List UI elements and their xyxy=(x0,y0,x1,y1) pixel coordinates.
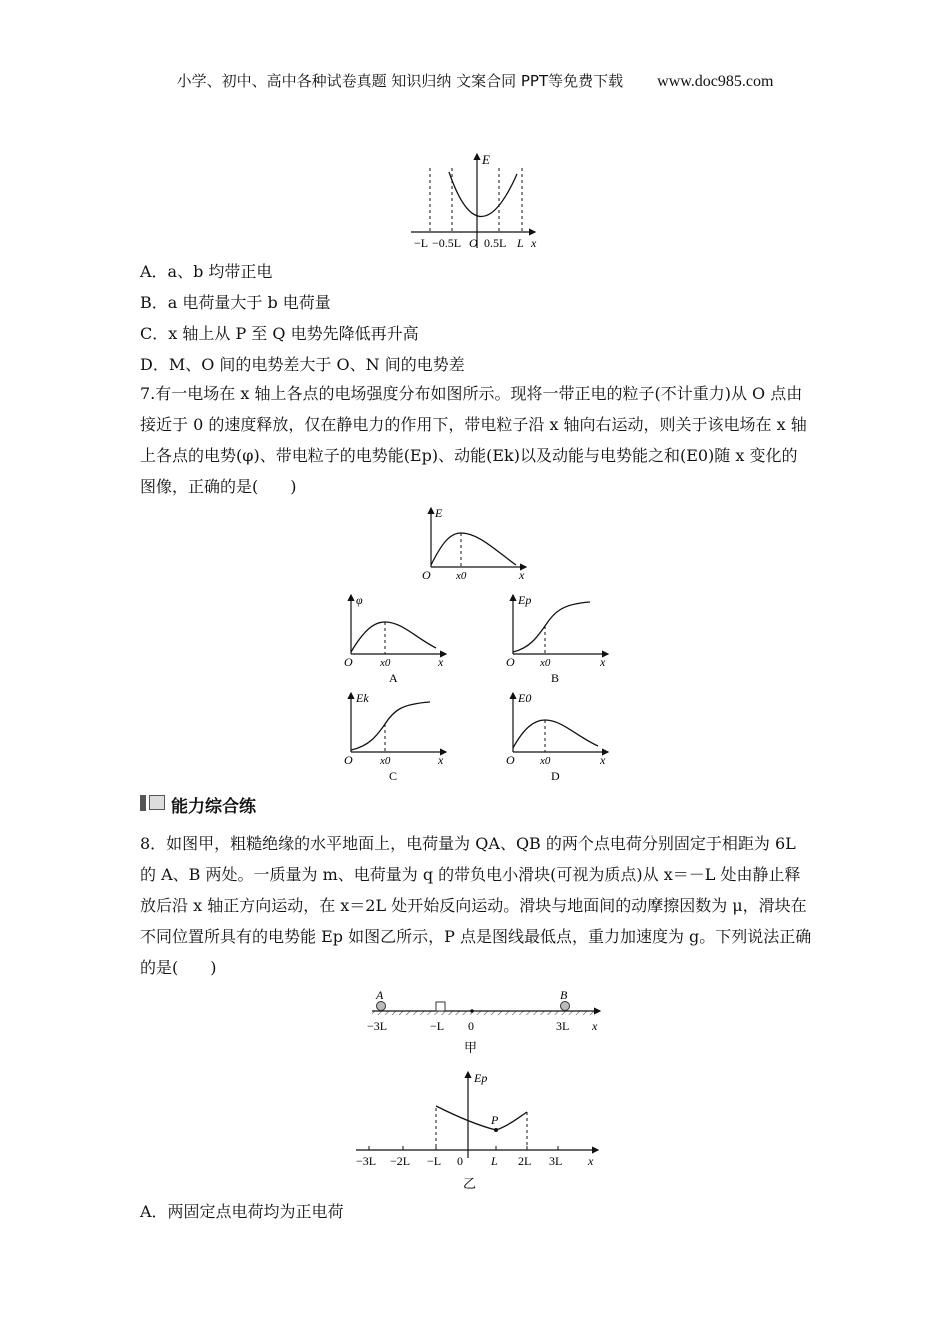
jia-tick-0: 0 xyxy=(468,1019,474,1033)
q7-a-y-label: φ xyxy=(356,593,363,607)
yi-tick-2l: 2L xyxy=(518,1154,532,1168)
q7-graph-b xyxy=(504,592,612,686)
q7-b-caption: B xyxy=(551,671,560,685)
q7-main-x0: x0 xyxy=(456,570,467,582)
yi-tick-l: L xyxy=(491,1154,498,1168)
axis-label-x: x xyxy=(531,236,537,250)
yi-tick-3l: 3L xyxy=(549,1154,563,1168)
q6-option-a: A．a、b 均带正电 xyxy=(140,262,273,281)
section-bar xyxy=(140,795,146,811)
q7-c-caption: C xyxy=(389,769,398,783)
figure-e-field-curve xyxy=(405,148,545,256)
q7-main-y-label: E xyxy=(435,506,443,520)
q7-graph-main xyxy=(420,505,532,585)
q7-graph-a xyxy=(342,592,450,686)
q7-b-x: x xyxy=(600,655,606,669)
q7-a-x: x xyxy=(438,655,444,669)
charge-b-label: B xyxy=(560,990,568,1002)
yi-tick-neg-l: −L xyxy=(427,1154,442,1168)
q7-c-x0: x0 xyxy=(380,755,391,767)
header-url[interactable]: www.doc985.com xyxy=(657,73,774,90)
yi-axis-x: x xyxy=(588,1154,594,1168)
yi-axis-y: Ep xyxy=(474,1071,488,1085)
yi-tick-neg-3l: −3L xyxy=(356,1154,377,1168)
yi-caption: 乙 xyxy=(463,1176,477,1191)
tick-l: L xyxy=(517,236,524,250)
q8-question: 8．如图甲，粗糙绝缘的水平地面上，电荷量为 QA、QB 的两个点电荷分别固定于相距为 6L 的 A、B 两处。一质量为 m、电荷量为 q 的带负电小滑块(可视为质点)从 x＝－L 处由静止释放后沿 x 轴正方向运动，在 x＝2L 处开始反向运动。滑块与地面间的动摩擦因数为 μ，滑块在不同位置所具有的电势能 Ep 如图乙所示，P 点是图线最低点，重力加速度为 g。下列说法正确的是( ) xyxy=(140,834,812,977)
checkbox-icon xyxy=(149,795,165,810)
q7-c-x: x xyxy=(438,753,444,767)
q7-a-x0: x0 xyxy=(380,657,391,669)
q6-option-d: D．M、O 间的电势差大于 O、N 间的电势差 xyxy=(140,355,465,374)
yi-tick-0: 0 xyxy=(457,1154,463,1168)
page-header xyxy=(0,70,950,91)
q7-d-y-label: E0 xyxy=(518,691,532,705)
q7-d-x0: x0 xyxy=(540,755,551,767)
q8-figure-yi xyxy=(350,1066,610,1192)
q7-b-x0: x0 xyxy=(540,657,551,669)
section-header xyxy=(140,792,260,817)
q7-c-y-label: Ek xyxy=(356,691,369,705)
q8-figure-jia xyxy=(360,990,610,1058)
charge-a-label: A xyxy=(376,990,384,1002)
jia-caption: 甲 xyxy=(464,1040,478,1055)
q7-question: 7.有一电场在 x 轴上各点的电场强度分布如图所示。现将一带正电的粒子(不计重力)从 O 点由接近于 0 的速度释放，仅在静电力的作用下，带电粒子沿 x 轴向右运动，则关于该电场在 x 轴上各点的电势(φ)、带电粒子的电势能(Ep)、动能(Ek)以及动能与电势能之和(E0)随 x 变化的图像，正确的是( ) xyxy=(140,384,807,496)
q7-d-origin: O xyxy=(506,753,515,767)
q7-a-origin: O xyxy=(344,655,353,669)
point-p-label: P xyxy=(491,1113,499,1127)
q7-main-origin: O xyxy=(422,568,431,582)
q7-c-origin: O xyxy=(344,753,353,767)
header-text: 小学、初中、高中各种试卷真题 知识归纳 文案合同 PPT等免费下载 xyxy=(176,72,624,90)
jia-axis-x: x xyxy=(592,1019,598,1033)
q7-d-caption: D xyxy=(551,769,560,783)
tick-origin: O xyxy=(469,236,478,250)
q7-graph-c xyxy=(342,690,450,784)
tick-neg-half-l: −0.5L xyxy=(432,236,462,250)
q6-option-b: B．a 电荷量大于 b 电荷量 xyxy=(140,293,331,312)
q7-b-origin: O xyxy=(506,655,515,669)
axis-label-e: E xyxy=(482,152,490,167)
q8-option-a: A．两固定点电荷均为正电荷 xyxy=(140,1202,344,1221)
q7-a-caption: A xyxy=(389,671,398,685)
q7-b-y-label: Ep xyxy=(518,593,532,607)
q6-option-c: C．x 轴上从 P 至 Q 电势先降低再升高 xyxy=(140,324,419,343)
yi-tick-neg-2l: −2L xyxy=(390,1154,411,1168)
jia-tick-neg-l: −L xyxy=(430,1019,445,1033)
tick-neg-l: −L xyxy=(414,236,429,250)
tick-half-l: 0.5L xyxy=(484,236,507,250)
jia-tick-3l: 3L xyxy=(556,1019,570,1033)
jia-tick-neg-3l: −3L xyxy=(367,1019,388,1033)
q7-main-x: x xyxy=(519,568,525,582)
q7-graph-d xyxy=(504,690,612,784)
q7-d-x: x xyxy=(600,753,606,767)
section-title: 能力综合练 xyxy=(171,797,256,817)
